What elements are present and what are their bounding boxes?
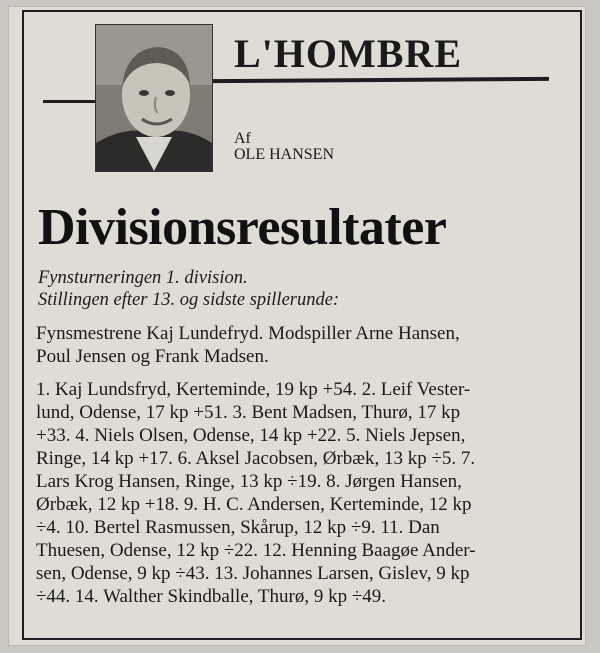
results-line: Lars Krog Hansen, Ringe, 13 kp ÷19. 8. Jørgen Hansen,	[36, 471, 462, 492]
results-line: sen, Odense, 9 kp ÷43. 13. Johannes Larsen, Gislev, 9 kp	[36, 563, 470, 584]
author-portrait-image	[96, 25, 212, 171]
frame-top-rule	[22, 10, 582, 12]
byline-prefix: Af	[234, 130, 251, 147]
author-photo	[95, 24, 213, 172]
subtitle-line: Fynsturneringen 1. division.	[38, 268, 248, 288]
author-name: OLE HANSEN	[234, 146, 334, 163]
results-line: 1. Kaj Lundsfryd, Kerteminde, 19 kp +54. 2. Leif Vester-	[36, 379, 471, 400]
column-title: L'HOMBRE	[234, 31, 463, 76]
subtitle-line: Stillingen efter 13. og sidste spillerunde:	[38, 290, 340, 310]
results-line: +33. 4. Niels Olsen, Odense, 14 kp +22. 5. Niels Jepsen,	[36, 425, 466, 446]
frame-left-rule	[22, 10, 24, 640]
results-line: ÷44. 14. Walther Skindballe, Thurø, 9 kp ÷49.	[36, 586, 387, 607]
results-line: Ringe, 14 kp +17. 6. Aksel Jacobsen, Ørbæk, 13 kp ÷5. 7.	[36, 448, 476, 469]
frame-bottom-rule	[22, 638, 582, 640]
champions-line: Fynsmestrene Kaj Lundefryd. Modspiller Arne Hansen,	[36, 323, 460, 344]
champions-line: Poul Jensen og Frank Madsen.	[36, 346, 269, 367]
results-line: Ørbæk, 12 kp +18. 9. H. C. Andersen, Kerteminde, 12 kp	[36, 494, 472, 515]
results-line: lund, Odense, 17 kp +51. 3. Bent Madsen, Thurø, 17 kp	[36, 402, 461, 423]
frame-right-rule	[580, 10, 582, 640]
results-line: Thuesen, Odense, 12 kp ÷22. 12. Henning Baagøe Ander-	[36, 540, 476, 561]
results-line: ÷4. 10. Bertel Rasmussen, Skårup, 12 kp ÷9. 11. Dan	[36, 517, 440, 538]
article-headline: Divisionsresultater	[38, 199, 447, 256]
header-rule-left	[43, 100, 95, 103]
